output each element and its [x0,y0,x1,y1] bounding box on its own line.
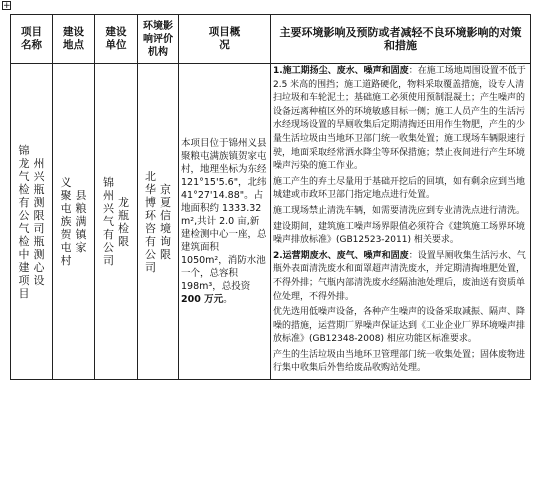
measure-construction-text: ：在施工场地周围设置不低于 2.5 米高的围挡；施工道路硬化，物料采取覆盖措施，设专人清扫垃圾和车轮泥土；基础施工必须使用预制混凝土；产生噪声的设备远离种植区外的环境敏感目标一侧；施工人员产生的生活污水经现场设置的旱厕收集后定期清掏还田用作生物肥，产生的少量生活垃圾由当地环卫部门统一收集处置；施工现场车辆限速行驶，地面采取经常洒水降尘等环保措施；禁止夜间进行产生环境噪声污染的施工作业。 [273,66,526,172]
header-overview: 项目概况 [179,15,271,64]
measure-operation-title: 2.运营期废水、废气、噪声和固废 [273,250,409,261]
cell-project-name [11,64,53,380]
cell-unit [95,64,138,380]
environmental-project-table [10,14,531,380]
location-col-b: 县粮满镇家 [75,189,87,255]
measure-spoil: 施工产生的弃土尽量用于基础开挖后的回填，如有剩余应到当地城建或市政环卫部门指定地点进行处置。 [273,176,526,201]
unit-col-a: 锦州兴气有公司 [103,176,114,268]
overview-investment: 200 万元 [181,294,224,306]
header-measures: 主要环境影响及预防或者减轻不良环境影响的对策和措施 [271,15,531,64]
agency-col-a: 北华博环咨有公司 [145,169,156,274]
measure-operation-text: ：设置旱厕收集生活污水、气瓶外表面清洗废水和面罩超声清洗废水，并定期清掏堆肥处置，不得外排；气瓶内部清洗废水经隔油池处理后，废油送有资质单位处理，不得外排。 [273,250,526,302]
measure-operation [273,250,528,304]
measure-construction [273,65,528,174]
measure-vehicle-wash: 施工现场禁止清洗车辆，如需要清洗应到专业清洗点进行清洗。 [273,205,526,216]
unit-col-b: 龙瓶检限 [118,195,129,248]
measure-construction-title: 1.施工期扬尘、废水、噪声和固废 [273,66,409,76]
cell-measures [271,64,531,380]
header-eia-agency: 环境影响评价机构 [138,15,179,64]
header-location: 建设地点 [53,15,95,64]
overview-end: 。 [223,294,233,306]
cell-overview [179,64,271,380]
header-project-name: 项目名称 [11,15,53,64]
measure-noise-standard: 建设期间，建筑施工噪声场界限值必须符合《建筑施工场界环境噪声排放标准》(GB12523-2011) 相关要求。 [273,221,526,246]
project-name-col-a: 锦龙气检有公气检中建项目 [18,143,30,300]
measure-equipment-noise: 优先选用低噪声设备，各种产生噪声的设备采取减振、隔声、降噪的措施，运营期厂界噪声保证达到《工业企业厂界环境噪声排放标准》(GB12348-2008) 相应功能区标准要求。 [273,307,526,345]
overview-text: 本项目位于锦州义县聚粮屯满族镇贺家屯村，地理坐标为东经 121°15'5.6"，北纬 41°27'14.88"。占地面积约 1333.32 m²,共计 2.0 亩,新建检测中心一座，总建筑面积 1050m²，消防水池一个，总容积 198m³，总投资 [181,138,267,293]
table-move-handle-icon[interactable]: + [3,1,11,11]
cell-eia-agency [138,64,179,380]
location-col-a: 义聚屯族贺屯村 [60,176,72,268]
measure-solid-waste: 产生的生活垃圾由当地环卫管理部门统一收集处置；固体废物进行集中收集后外售给废品收购站处理。 [273,349,526,374]
agency-col-b: 京夏信境询限 [160,182,171,261]
header-unit: 建设单位 [95,15,138,64]
table-row [11,64,531,380]
cell-location [53,64,95,380]
project-name-col-b: 州兴瓶测限司瓶测心设 [33,156,45,287]
header-row [11,15,531,64]
